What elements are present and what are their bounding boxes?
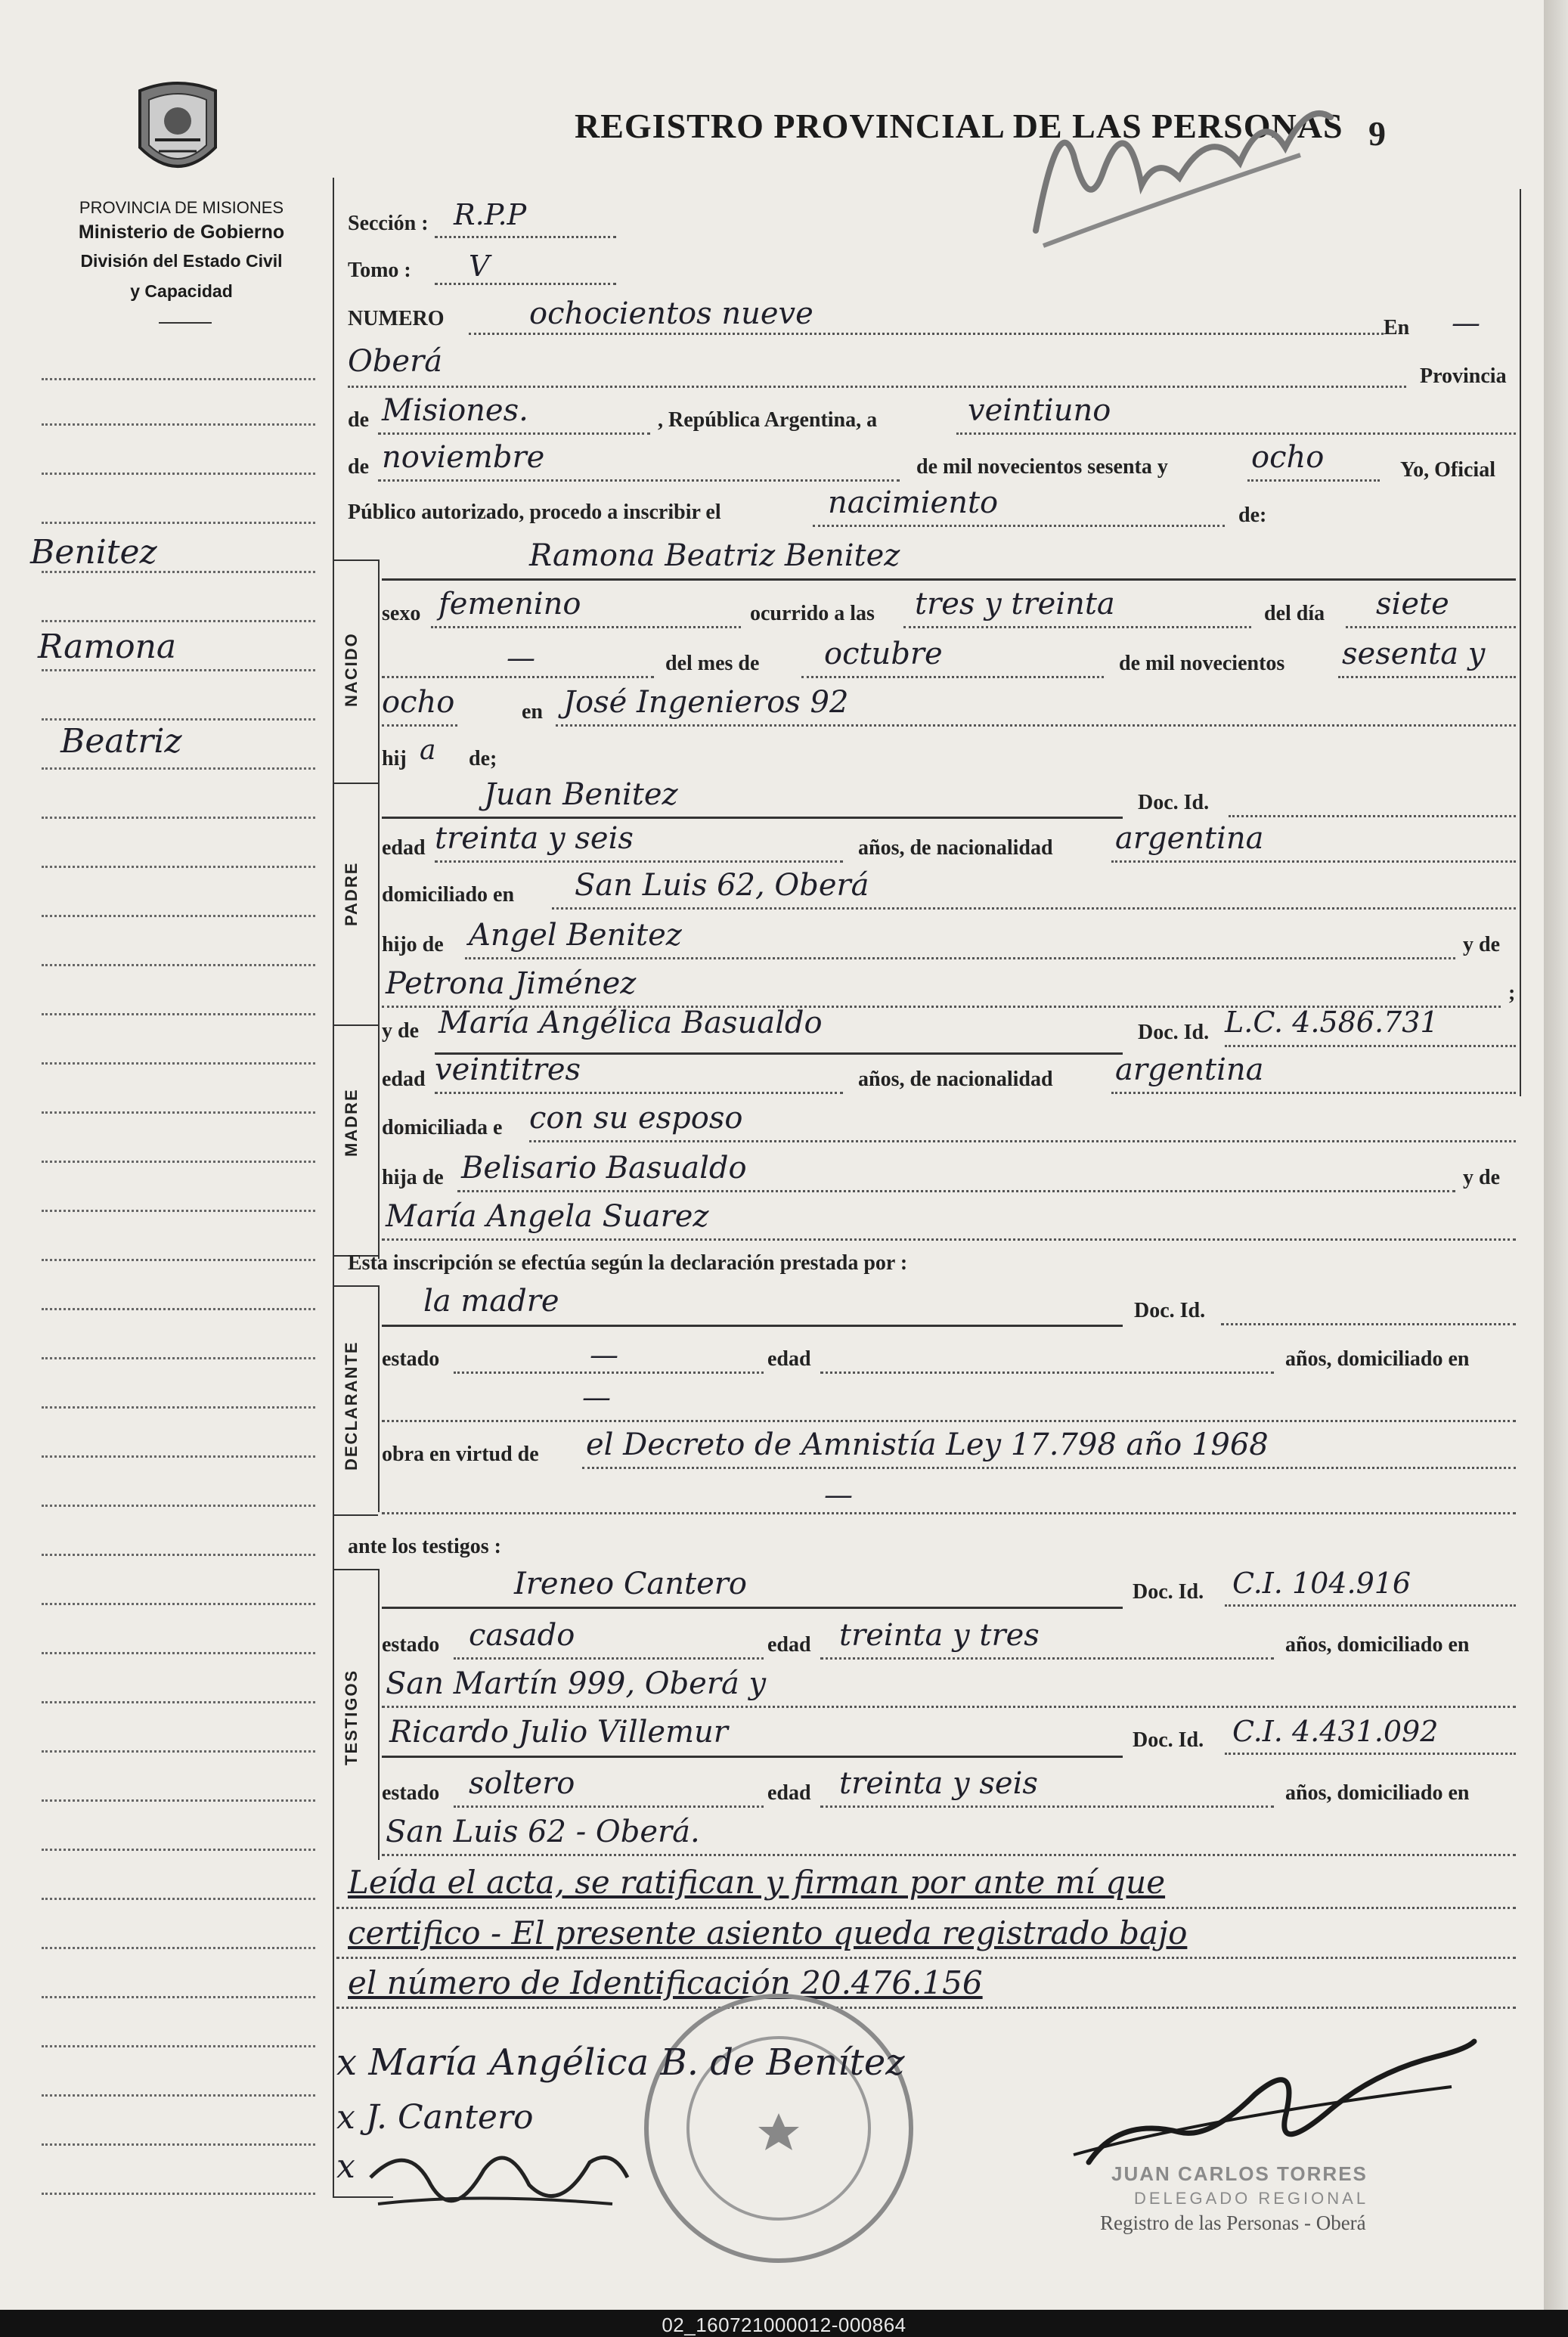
margin-line	[42, 964, 315, 966]
declarante-edad-line	[820, 1372, 1274, 1374]
lugar-value: Oberá	[348, 344, 443, 379]
en-value: —	[1452, 306, 1480, 339]
coat-of-arms-seal	[125, 76, 231, 189]
madre-name-value: María Angélica Basualdo	[438, 1006, 823, 1040]
numero-value: ochocientos nueve	[529, 296, 813, 331]
section-divider	[333, 1514, 378, 1516]
ante-testigos-label: ante los testigos :	[348, 1535, 501, 1558]
mes-inscripcion-value: noviembre	[382, 440, 545, 475]
section-testigos: TESTIGOS	[342, 1669, 361, 1765]
madre-nac-label: años, de nacionalidad	[858, 1068, 1053, 1091]
padre-doc-line	[1229, 815, 1516, 817]
ministry-label: Ministerio de Gobierno	[78, 222, 285, 243]
margin-line	[42, 1357, 315, 1359]
capacity-label: y Capacidad	[130, 281, 233, 301]
margin-line	[42, 915, 315, 917]
testigo2-doc: C.I. 4.431.092	[1232, 1715, 1439, 1748]
section-bar	[378, 1024, 380, 1259]
madre-dom-label: domiciliada e	[382, 1116, 503, 1139]
testigo2-estado-label: estado	[382, 1781, 440, 1805]
madre-edad-label: edad	[382, 1068, 426, 1091]
testigo2-estado: soltero	[469, 1766, 575, 1801]
margin-line	[42, 1898, 315, 1900]
section-bar	[378, 1285, 380, 1512]
de-mil-novecientos-label: de mil novecientos	[1119, 652, 1285, 675]
dia-line	[956, 432, 1516, 435]
margin-line	[42, 817, 315, 819]
yo-oficial-label: Yo, Oficial	[1400, 458, 1495, 482]
hij-label: hij	[382, 747, 407, 770]
section-nacido: NACIDO	[342, 632, 361, 707]
official-name: JUAN CARLOS TORRES	[1111, 2162, 1368, 2185]
testigo1-edad-label: edad	[767, 1633, 811, 1657]
acto-value: nacimiento	[828, 485, 999, 520]
mil-novecientos-label: de mil novecientos sesenta y	[916, 455, 1168, 479]
provincia-value: Misiones.	[382, 393, 528, 428]
de2-label: de	[348, 455, 369, 479]
ocurrido-label: ocurrido a las	[750, 602, 875, 625]
margin-line	[42, 423, 315, 426]
page-title: REGISTRO PROVINCIAL DE LAS PERSONAS	[575, 107, 1343, 145]
section-bar	[378, 1569, 380, 1860]
madre-hija-value: Belisario Basualdo	[461, 1151, 747, 1186]
obra-label: obra en virtud de	[382, 1443, 539, 1466]
testigo2-line	[382, 1756, 1123, 1758]
closing-line-2	[336, 1957, 1516, 1959]
dia-nac-line	[1346, 626, 1516, 628]
page-number: 9	[1368, 114, 1386, 153]
section-declarante: DECLARANTE	[342, 1341, 361, 1471]
testigo1-name: Ireneo Cantero	[514, 1567, 747, 1601]
signature-2: x J. Cantero	[336, 2098, 534, 2137]
lugar-nac-value: José Ingenieros 92	[563, 685, 849, 720]
anio-nac-value-a: sesenta y	[1342, 637, 1486, 671]
margin-surname: Benitez	[30, 533, 157, 572]
seccion-label: Sección :	[348, 212, 429, 235]
mes-line	[378, 479, 900, 482]
tomo-line	[435, 283, 616, 285]
padre-nac-label: años, de nacionalidad	[858, 836, 1053, 860]
margin-line	[42, 1849, 315, 1851]
acto-line	[813, 525, 1225, 527]
padre-dom-label: domiciliado en	[382, 883, 515, 907]
main-frame-right	[1520, 189, 1521, 1096]
testigo1-anos-label: años, domiciliado en	[1285, 1633, 1470, 1657]
declarante-edad-label: edad	[767, 1347, 811, 1371]
margin-line	[42, 718, 315, 721]
madre-nac-line	[1111, 1092, 1516, 1094]
padre-edad-line	[435, 860, 843, 863]
margin-line	[42, 1554, 315, 1556]
mes-nac-value: octubre	[824, 637, 943, 671]
anio-nac-b-line	[382, 724, 457, 727]
declarante-anos-label: años, domiciliado en	[1285, 1347, 1470, 1371]
testigo1-estado-line	[454, 1657, 764, 1660]
hij-suffix: a	[420, 735, 436, 766]
section-divider	[333, 1285, 378, 1287]
testigo1-edad-line	[820, 1657, 1274, 1660]
margin-line	[42, 620, 315, 622]
madre-dom-line	[529, 1140, 1516, 1142]
madre-doc-label: Doc. Id.	[1138, 1021, 1210, 1044]
lugar-nac-line	[556, 724, 1516, 727]
province-label: PROVINCIA DE MISIONES	[79, 198, 284, 217]
margin-line	[42, 378, 315, 380]
padre-nac-value: argentina	[1115, 821, 1264, 856]
publico-label: Público autorizado, procedo a inscribir el	[348, 501, 721, 524]
margin-line	[42, 669, 315, 671]
sexo-line	[431, 626, 741, 628]
margin-line	[42, 1701, 315, 1703]
margin-line	[42, 473, 315, 475]
padre-name-value: Juan Benitez	[484, 777, 678, 812]
declarante-doc-label: Doc. Id.	[1134, 1299, 1206, 1322]
obra-value: el Decreto de Amnistía Ley 17.798 año 1968	[586, 1427, 1269, 1462]
declarante-estado-label: estado	[382, 1347, 440, 1371]
dia-nac-dash: —	[507, 641, 535, 674]
obra-line	[582, 1467, 1516, 1469]
obra-line-2	[382, 1512, 1516, 1514]
madre-doc-value: L.C. 4.586.731	[1225, 1006, 1439, 1039]
testigo2-edad-label: edad	[767, 1781, 811, 1805]
official-office: Registro de las Personas - Oberá	[1100, 2211, 1366, 2234]
section-padre: PADRE	[342, 861, 361, 926]
numero-label: NUMERO	[348, 307, 445, 330]
margin-line	[42, 1799, 315, 1802]
madre-edad-line	[435, 1092, 843, 1094]
testigo2-anos-label: años, domiciliado en	[1285, 1781, 1470, 1805]
margin-line	[42, 1406, 315, 1409]
de-label: de	[348, 408, 369, 432]
testigo1-edad: treinta y tres	[839, 1618, 1040, 1653]
margin-line	[42, 1455, 315, 1458]
closing-line-1	[336, 1907, 1516, 1909]
padre-doc-label: Doc. Id.	[1138, 791, 1210, 814]
madre-y-de-label: y de	[382, 1019, 419, 1043]
de-colon-label: de:	[1238, 504, 1267, 527]
margin-line	[42, 1013, 315, 1015]
stamp-signature	[1013, 64, 1346, 261]
divider	[159, 322, 212, 324]
nacido-name-value: Ramona Beatriz Benitez	[529, 538, 900, 573]
provincia-line	[378, 432, 650, 435]
inscripcion-label: Esta inscripción se efectúa según la declaración prestada por :	[348, 1251, 908, 1275]
testigo1-dom-line	[382, 1706, 1516, 1708]
declarante-value: la madre	[423, 1284, 559, 1319]
tomo-value: V	[469, 250, 490, 283]
section-divider	[333, 559, 378, 561]
testigo2-dom-line	[382, 1854, 1516, 1856]
declarante-dom-line	[382, 1420, 1516, 1422]
testigo2-edad: treinta y seis	[839, 1766, 1038, 1801]
testigo1-doc-label: Doc. Id.	[1133, 1580, 1204, 1604]
margin-line	[42, 1111, 315, 1114]
testigo1-estado-label: estado	[382, 1633, 440, 1657]
padre-y-de-label: y de	[1463, 933, 1500, 956]
testigo2-edad-line	[820, 1805, 1274, 1808]
blank-line	[382, 676, 654, 678]
hora-value: tres y treinta	[915, 587, 1115, 621]
numero-line	[469, 333, 1384, 335]
declarante-estado-line	[454, 1372, 764, 1374]
madre-hija-line	[457, 1190, 1455, 1192]
testigo2-doc-line	[1225, 1753, 1516, 1755]
dia-nac-value: siete	[1376, 587, 1449, 621]
nacido-name-line	[382, 578, 1516, 581]
closing-text-1: Leída el acta, se ratifican y firman por ante mí que	[348, 1864, 1166, 1901]
padre-hijo-label: hijo de	[382, 933, 444, 956]
signature-3-scrawl	[363, 2132, 635, 2230]
margin-line	[42, 2193, 315, 2195]
declarante-estado-value: —	[590, 1338, 618, 1372]
testigo1-estado: casado	[469, 1618, 575, 1653]
page-edge	[1544, 0, 1568, 2310]
madre-y-de2-label: y de	[1463, 1166, 1500, 1189]
madre-dom-value: con su esposo	[529, 1101, 743, 1136]
declarante-dom-value: —	[582, 1381, 611, 1414]
official-role: DELEGADO REGIONAL	[1134, 2189, 1369, 2208]
main-frame-left	[333, 178, 334, 2196]
madre-edad-value: veintitres	[435, 1052, 581, 1087]
anio-line	[1247, 479, 1380, 482]
testigo2-name: Ricardo Julio Villemur	[389, 1715, 728, 1750]
margin-first-name: Ramona	[38, 628, 177, 666]
mes-nac-line	[801, 676, 1104, 678]
sexo-value: femenino	[438, 587, 581, 621]
margin-line	[42, 1505, 315, 1507]
testigo1-doc-line	[1225, 1604, 1516, 1607]
testigo2-dom: San Luis 62 - Oberá.	[386, 1815, 700, 1849]
margin-line	[42, 1161, 315, 1163]
closing-text-3: el número de Identificación 20.476.156	[348, 1964, 983, 2001]
anio-nac-value-b: ocho	[382, 685, 455, 720]
margin-line	[42, 1308, 315, 1310]
margin-line	[42, 1259, 315, 1261]
madre-hija-label: hija de	[382, 1166, 444, 1189]
dia-inscripcion-value: veintiuno	[968, 393, 1111, 428]
section-divider	[333, 783, 378, 784]
official-signature	[1058, 2026, 1482, 2185]
margin-line	[42, 1996, 315, 1998]
republica-label: , República Argentina, a	[658, 408, 878, 432]
section-divider	[333, 1569, 378, 1570]
testigo2-doc-label: Doc. Id.	[1133, 1728, 1204, 1752]
testigo1-line	[382, 1607, 1123, 1609]
de-semicolon-label: de;	[469, 747, 497, 770]
padre-madre-value: Petrona Jiménez	[386, 966, 637, 1001]
en-label: En	[1384, 316, 1410, 339]
section-bar	[378, 559, 380, 786]
provincia-label: Provincia	[1420, 364, 1507, 388]
sexo-label: sexo	[382, 602, 421, 625]
madre-madre-line	[382, 1238, 1516, 1241]
padre-hijo-line	[465, 957, 1455, 959]
del-mes-label: del mes de	[665, 652, 760, 675]
section-divider	[333, 1024, 378, 1026]
anio-inscripcion-value: ocho	[1251, 440, 1325, 475]
margin-line	[42, 2045, 315, 2047]
closing-text-2: certifico - El presente asiento queda registrado bajo	[348, 1914, 1188, 1951]
margin-line	[42, 2143, 315, 2146]
margin-line	[42, 866, 315, 868]
margin-line	[42, 1210, 315, 1212]
padre-dom-line	[552, 907, 1516, 910]
madre-doc-line	[1225, 1045, 1516, 1047]
del-dia-label: del día	[1264, 602, 1325, 625]
image-id: 02_160721000012-000864	[662, 2314, 906, 2336]
margin-line	[42, 522, 315, 524]
margin-line	[42, 1947, 315, 1949]
padre-edad-label: edad	[382, 836, 426, 860]
anio-nac-line	[1338, 676, 1516, 678]
padre-hijo-value: Angel Benitez	[469, 918, 682, 953]
signature-3: x	[336, 2147, 355, 2186]
padre-nac-line	[1111, 860, 1516, 863]
hora-line	[903, 626, 1251, 628]
section-madre: MADRE	[342, 1088, 361, 1157]
closing-line-3	[336, 2007, 1516, 2009]
margin-line	[42, 1062, 315, 1065]
testigo1-dom: San Martín 999, Oberá y	[386, 1666, 767, 1701]
margin-line	[42, 767, 315, 770]
testigo2-estado-line	[454, 1805, 764, 1808]
section-bar	[378, 783, 380, 1024]
tomo-label: Tomo :	[348, 259, 411, 282]
madre-nac-value: argentina	[1115, 1052, 1264, 1087]
en-nac-label: en	[522, 700, 543, 724]
lugar-line	[348, 386, 1406, 388]
testigo1-doc: C.I. 104.916	[1232, 1567, 1412, 1600]
declarante-doc-line	[1221, 1323, 1516, 1325]
official-round-stamp	[631, 1981, 926, 2276]
margin-line	[42, 1750, 315, 1753]
padre-dom-value: San Luis 62, Oberá	[575, 868, 869, 903]
padre-name-line	[382, 817, 1123, 819]
signature-1: x María Angélica B. de Benítez	[336, 2041, 905, 2084]
padre-semicolon: ;	[1508, 981, 1516, 1005]
seccion-line	[435, 236, 616, 238]
margin-line	[42, 1603, 315, 1605]
obra-dash: —	[824, 1478, 853, 1511]
declarante-line	[382, 1325, 1123, 1327]
margin-middle-name: Beatriz	[60, 722, 182, 761]
padre-edad-value: treinta y seis	[435, 821, 634, 856]
seccion-value: R.P.P	[454, 198, 527, 231]
madre-madre-value: María Angela Suarez	[386, 1199, 709, 1234]
margin-line	[42, 1652, 315, 1654]
division-label: División del Estado Civil	[80, 251, 283, 271]
margin-line	[42, 2094, 315, 2097]
